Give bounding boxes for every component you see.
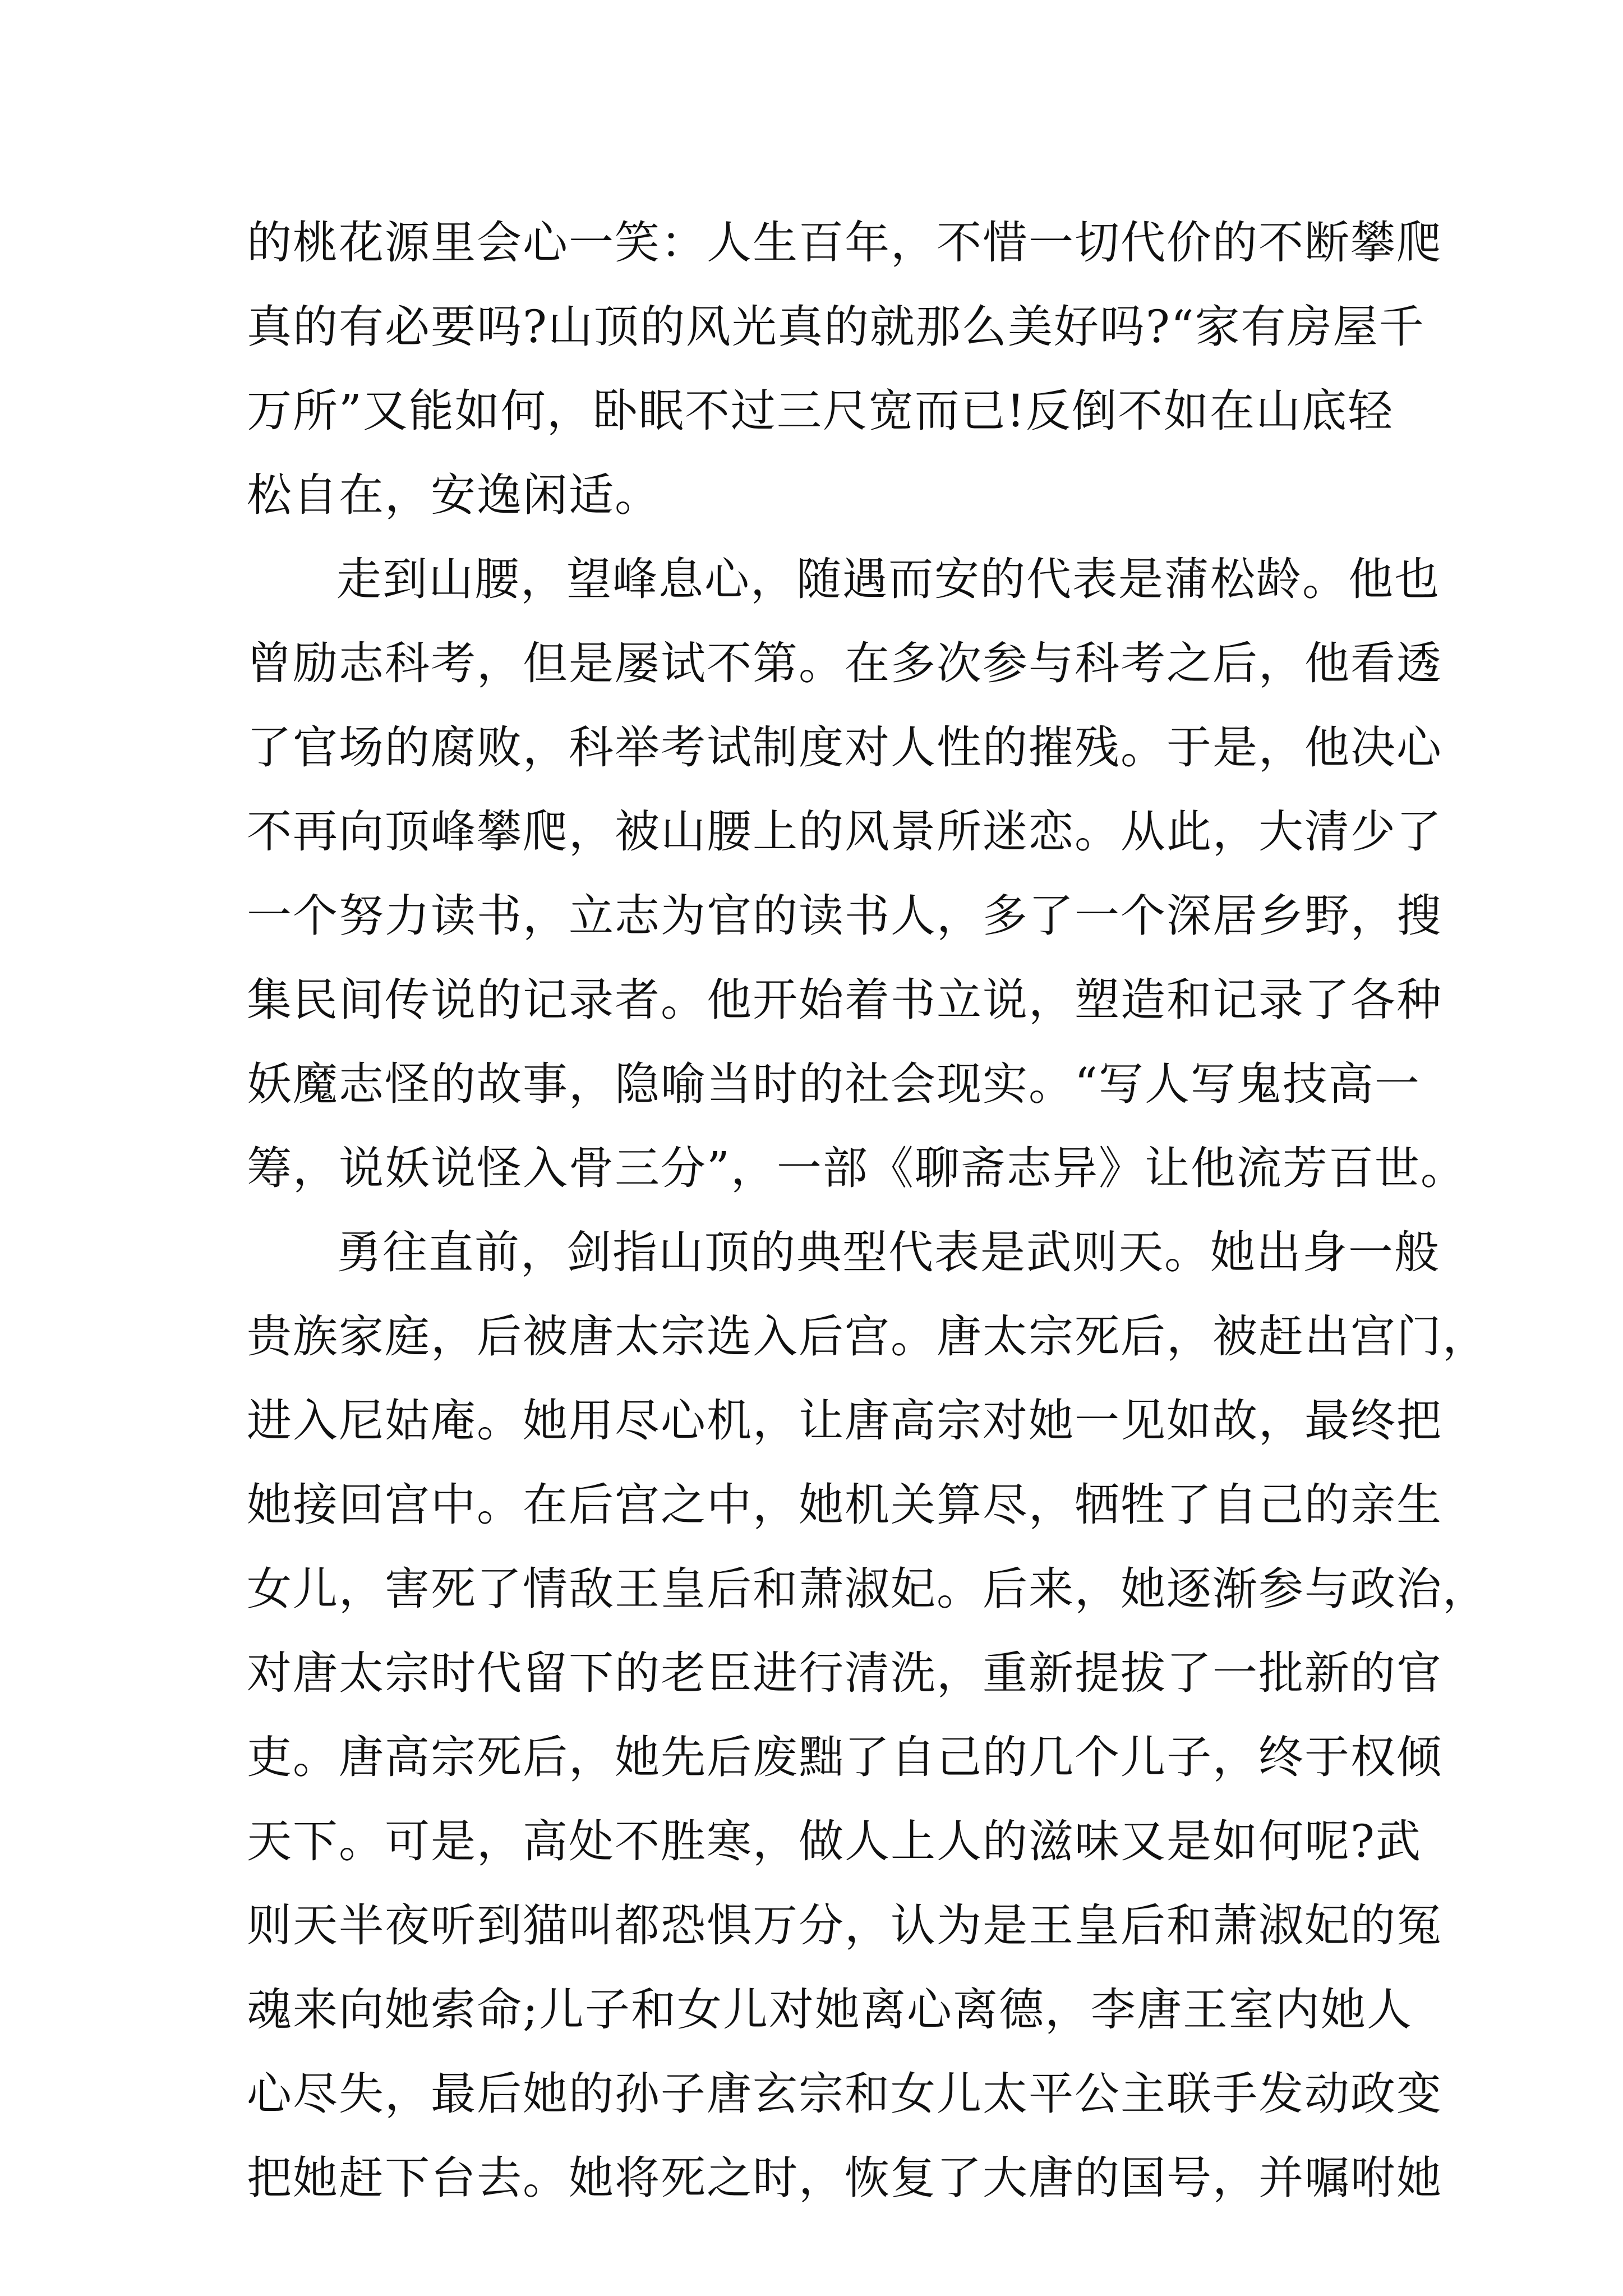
text-line: 一个努力读书，立志为官的读书人，多了一个深居乡野，搜 (247, 890, 1442, 942)
text-line: 集民间传说的记录者。他开始着书立说，塑造和记录了各种 (247, 974, 1442, 1026)
paragraph-2 (247, 537, 1467, 1211)
text-line: 万所”又能如何，卧眠不过三尺宽而已!反倒不如在山底轻 (247, 385, 1394, 437)
text-line: 她接回宫中。在后宫之中，她机关算尽，牺牲了自己的亲生 (247, 1479, 1442, 1531)
text-line: 贵族家庭，后被唐太宗选入后宫。唐太宗死后，被赶出宫门， (247, 1310, 1488, 1363)
text-line: 不再向顶峰攀爬，被山腰上的风景所迷恋。从此，大清少了 (247, 806, 1442, 858)
text-line: 的桃花源里会心一笑：人生百年，不惜一切代价的不断攀爬 (247, 217, 1442, 269)
text-line: 勇往直前，剑指山顶的典型代表是武则天。她出身一般 (336, 1226, 1440, 1278)
text-line: 筹，说妖说怪入骨三分”，一部《聊斋志异》让他流芳百世。 (247, 1142, 1467, 1194)
text-line: 真的有必要吗?山顶的风光真的就那么美好吗?“家有房屋千 (247, 301, 1425, 353)
text-line: 走到山腰，望峰息心，随遇而安的代表是蒲松龄。他也 (336, 553, 1440, 605)
text-line: 魂来向她索命;儿子和女儿对她离心离德，李唐王室内她人 (247, 1984, 1413, 2036)
text-line: 曾励志科考，但是屡试不第。在多次参与科考之后，他看透 (247, 637, 1442, 689)
text-line: 妖魔志怪的故事，隐喻当时的社会现实。“写人写鬼技高一 (247, 1058, 1421, 1110)
paragraph-1 (247, 201, 1442, 537)
body-text (247, 201, 1488, 2220)
text-line: 则天半夜听到猫叫都恐惧万分，认为是王皇后和萧淑妃的冤 (247, 1899, 1442, 1952)
text-line: 心尽失，最后她的孙子唐玄宗和女儿太平公主联手发动政变 (247, 2068, 1442, 2120)
text-line: 松自在，安逸闲适。 (247, 469, 661, 521)
text-line: 吏。唐高宗死后，她先后废黜了自己的几个儿子，终于权倾 (247, 1731, 1442, 1783)
paragraph-3 (247, 1211, 1488, 2220)
text-line: 天下。可是，高处不胜寒，做人上人的滋味又是如何呢?武 (247, 1815, 1422, 1867)
text-line: 进入尼姑庵。她用尽心机，让唐高宗对她一见如故，最终把 (247, 1395, 1442, 1447)
text-line: 了官场的腐败，科举考试制度对人性的摧残。于是，他决心 (247, 721, 1442, 774)
text-line: 把她赶下台去。她将死之时，恢复了大唐的国号，并嘱咐她 (247, 2152, 1442, 2204)
text-line: 女儿，害死了情敌王皇后和萧淑妃。后来，她逐渐参与政治， (247, 1563, 1488, 1615)
text-line: 对唐太宗时代留下的老臣进行清洗，重新提拔了一批新的官 (247, 1647, 1442, 1699)
